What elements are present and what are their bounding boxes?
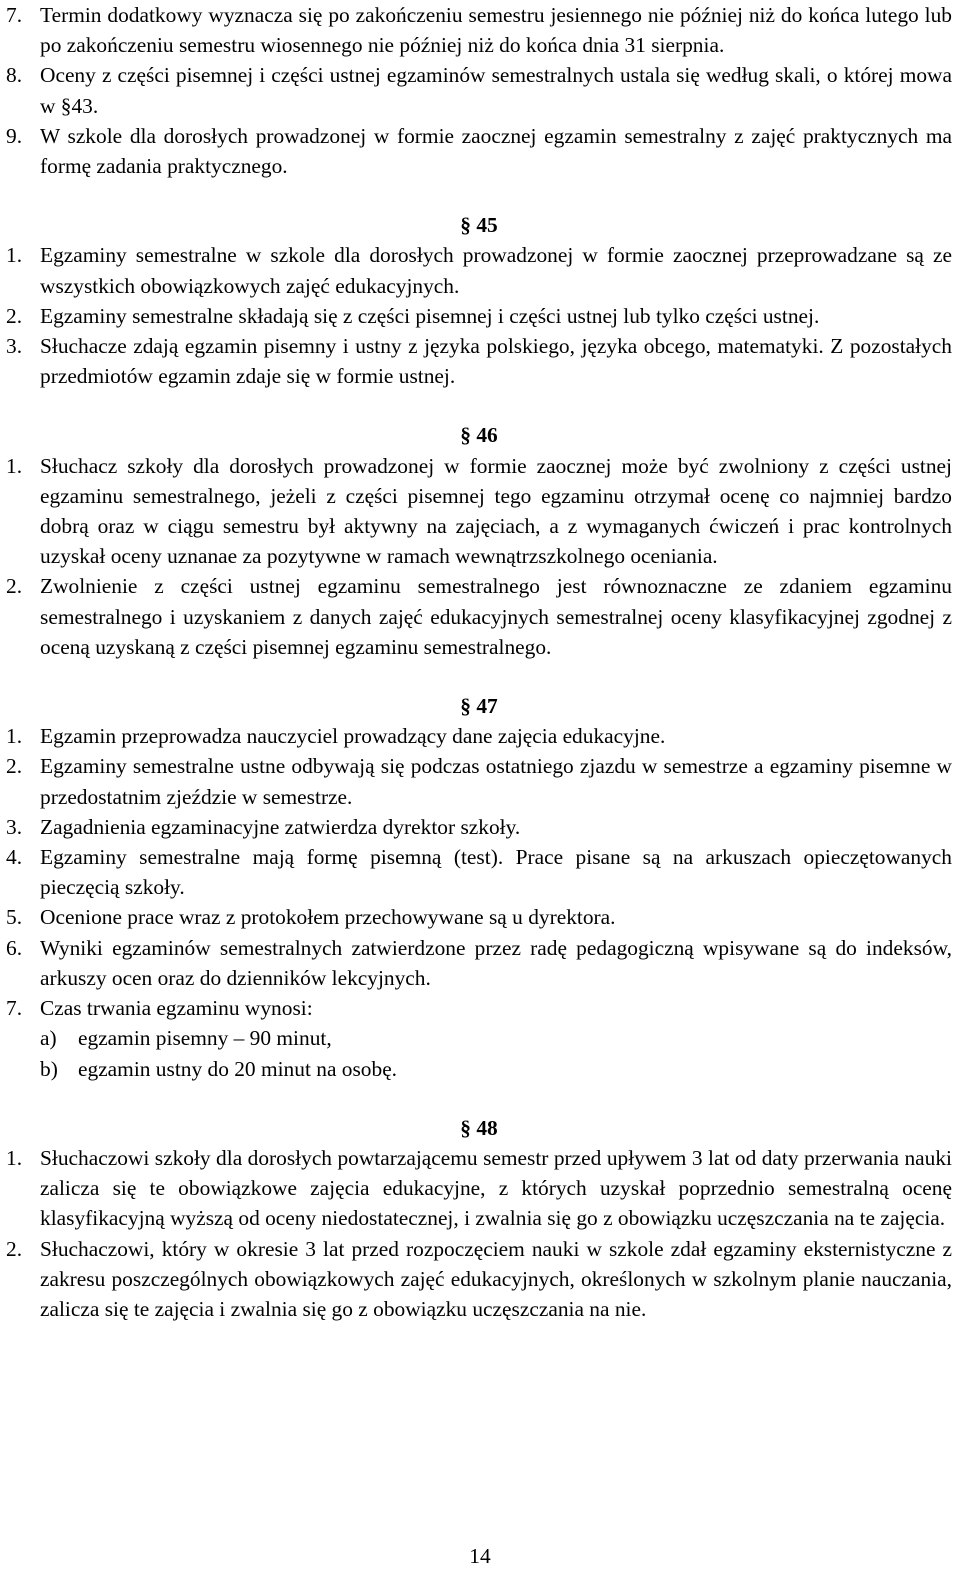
item-text: Ocenione prace wraz z protokołem przechowywane są u dyrektora. — [40, 905, 616, 930]
item-text: Słuchaczowi szkoły dla dorosłych powtarzającemu semestr przed upływem 3 lat od daty przerwania nauki zalicza się te obowiązkowe zajęcia edukacyjne, z których uzyskał poprzednio semestralną ocenę klasyfikacyjną wyższą od oceny niedostatecznej, i zwalnia się go z obowiązku uczęszczania na te zajęcia. — [40, 1145, 952, 1231]
item-number: 4. — [6, 845, 23, 870]
item-number: 6. — [6, 935, 23, 960]
item-text: Czas trwania egzaminu wynosi: — [40, 996, 313, 1021]
item-number: 1. — [6, 724, 23, 749]
document-page — [6, 0, 952, 1324]
list-item — [6, 993, 952, 1023]
item-text: Termin dodatkowy wyznacza się po zakończeniu semestru jesiennego nie później niż do końca lutego lub po zakończeniu semestru wiosennego nie później niż do końca dnia 31 sierpnia. — [40, 3, 952, 58]
section-heading-46: § 46 — [460, 423, 498, 448]
section-gap — [6, 1084, 952, 1113]
item-number: 5. — [6, 905, 23, 930]
sub-item-letter: a) — [40, 1026, 57, 1051]
item-number: 3. — [6, 814, 23, 839]
list-item — [6, 1143, 952, 1234]
item-number: 2. — [6, 574, 23, 599]
page-number: 14 — [469, 1544, 491, 1568]
section-gap — [6, 181, 952, 210]
item-number: 8. — [6, 63, 23, 88]
sub-item-text: egzamin ustny do 20 minut na osobę. — [78, 1056, 398, 1081]
item-text: Oceny z części pisemnej i części ustnej egzaminów semestralnych ustala się według skali, o której mowa w §43. — [40, 63, 952, 118]
item-text: Słuchaczowi, który w okresie 3 lat przed rozpoczęciem nauki w szkole zdał egzaminy eksternistyczne z zakresu poszczególnych obowiązkowych zajęć edukacyjnych, określonych w szkolnym planie nauczania, zalicza się te zajęcia i zwalnia się go z obowiązku uczęszczania na nie. — [40, 1236, 952, 1321]
item-number: 2. — [6, 303, 23, 328]
list-item — [6, 301, 952, 331]
list-item — [6, 60, 952, 120]
item-text: Egzaminy semestralne ustne odbywają się podczas ostatniego zjazdu w semestrze a egzaminy pisemne w przedostatnim zjeździe w semestrze. — [40, 754, 952, 809]
list-item — [6, 721, 952, 751]
sub-list-item — [6, 1023, 952, 1053]
item-text: Zwolnienie z części ustnej egzaminu semestralnego jest równoznaczne ze zdaniem egzaminu semestralnego i uzyskaniem z danych zajęć edukacyjnych semestralnej oceny klasyfikacyjnej zgodnej z oceną uzyskaną z części pisemnej egzaminu semestralnego. — [40, 574, 952, 659]
item-text: Wyniki egzaminów semestralnych zatwierdzone przez radę pedagogiczną wpisywane są do indeksów, arkuszy ocen oraz do dzienników lekcyjnych. — [40, 935, 952, 990]
section-heading-48: § 48 — [460, 1115, 498, 1140]
item-number: 2. — [6, 1236, 23, 1261]
section-heading-45: § 45 — [460, 213, 498, 238]
item-number: 7. — [6, 996, 23, 1021]
list-item — [6, 121, 952, 181]
item-text: Egzaminy semestralne składają się z części pisemnej i części ustnej lub tylko części ustnej. — [40, 303, 820, 328]
list-item — [6, 842, 952, 902]
item-text: W szkole dla dorosłych prowadzonej w formie zaocznej egzamin semestralny z zajęć praktycznych ma formę zadania praktycznego. — [40, 123, 952, 179]
item-number: 2. — [6, 754, 23, 779]
item-number: 1. — [6, 243, 23, 268]
item-text: Zagadnienia egzaminacyjne zatwierdza dyrektor szkoły. — [40, 814, 521, 839]
item-number: 7. — [6, 3, 23, 27]
list-item — [6, 751, 952, 811]
list-item — [6, 0, 952, 60]
list-item — [6, 933, 952, 993]
item-number: 9. — [6, 123, 23, 148]
list-item — [6, 902, 952, 932]
item-text: Słuchacze zdają egzamin pisemny i ustny z języka polskiego, języka obcego, matematyki. Z pozostałych przedmiotów egzamin zdaje się w formie ustnej. — [40, 334, 952, 389]
sub-list-item — [6, 1054, 952, 1084]
item-text: Słuchacz szkoły dla dorosłych prowadzonej w formie zaocznej może być zwolniony z części ustnej egzaminu semestralnego, jeżeli z części pisemnej tego egzaminu otrzymał ocenę co najmniej bardzo dobrą oraz w ciągu semestru był aktywny na zajęciach, a z wymaganych ćwiczeń i prac kontrolnych uzyskał oceny uznanae za pozytywne w ramach wewnątrzszkolnego oceniania. — [40, 453, 952, 569]
section-heading-47: § 47 — [460, 694, 498, 719]
section-gap — [6, 391, 952, 420]
sub-item-text: egzamin pisemny – 90 minut, — [78, 1026, 332, 1051]
item-number: 3. — [6, 334, 23, 359]
section-gap — [6, 662, 952, 691]
sub-item-letter: b) — [40, 1056, 58, 1081]
list-item — [6, 812, 952, 842]
list-item — [6, 571, 952, 662]
item-text: Egzamin przeprowadza nauczyciel prowadzący dane zajęcia edukacyjne. — [40, 724, 666, 749]
list-item — [6, 331, 952, 391]
list-item — [6, 451, 952, 572]
list-item — [6, 240, 952, 300]
item-number: 1. — [6, 453, 23, 478]
item-text: Egzaminy semestralne mają formę pisemną (test). Prace pisane są na arkuszach opieczętowanych pieczęcią szkoły. — [40, 845, 952, 900]
item-text: Egzaminy semestralne w szkole dla dorosłych prowadzonej w formie zaocznej przeprowadzane są ze wszystkich obowiązkowych zajęć edukacyjnych. — [40, 243, 952, 298]
item-number: 1. — [6, 1145, 23, 1170]
list-item — [6, 1234, 952, 1325]
